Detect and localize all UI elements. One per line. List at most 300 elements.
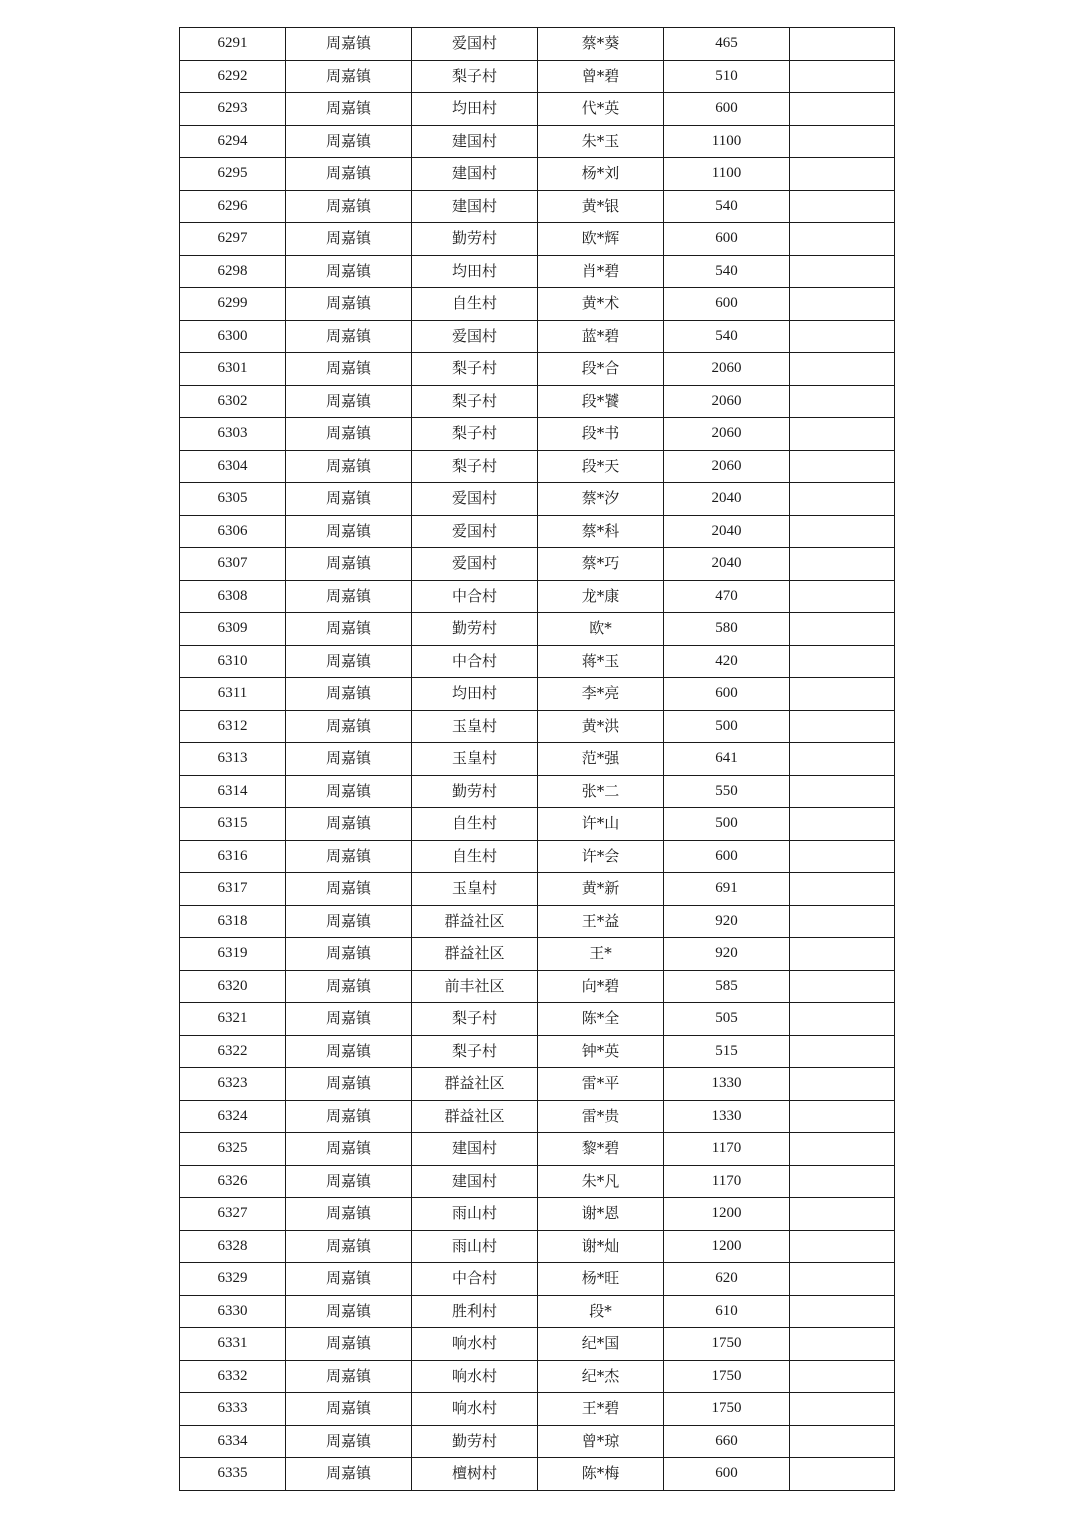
village-cell: 爱国村: [412, 320, 538, 353]
person-name-cell: 谢*恩: [538, 1198, 664, 1231]
village-cell: 梨子村: [412, 353, 538, 386]
amount-cell: 2060: [664, 450, 790, 483]
serial-number-cell: 6293: [180, 93, 286, 126]
note-cell: [790, 60, 895, 93]
note-cell: [790, 288, 895, 321]
town-cell: 周嘉镇: [286, 288, 412, 321]
person-name-cell: 黄*术: [538, 288, 664, 321]
serial-number-cell: 6312: [180, 710, 286, 743]
note-cell: [790, 775, 895, 808]
amount-cell: 1750: [664, 1360, 790, 1393]
serial-number-cell: 6334: [180, 1425, 286, 1458]
town-cell: 周嘉镇: [286, 1003, 412, 1036]
amount-cell: 610: [664, 1295, 790, 1328]
town-cell: 周嘉镇: [286, 1165, 412, 1198]
town-cell: 周嘉镇: [286, 1100, 412, 1133]
person-name-cell: 龙*康: [538, 580, 664, 613]
town-cell: 周嘉镇: [286, 515, 412, 548]
amount-cell: 920: [664, 938, 790, 971]
amount-cell: 540: [664, 320, 790, 353]
person-name-cell: 欧*: [538, 613, 664, 646]
village-cell: 梨子村: [412, 1035, 538, 1068]
town-cell: 周嘉镇: [286, 60, 412, 93]
village-cell: 响水村: [412, 1393, 538, 1426]
note-cell: [790, 808, 895, 841]
person-name-cell: 范*强: [538, 743, 664, 776]
village-cell: 中合村: [412, 1263, 538, 1296]
village-cell: 前丰社区: [412, 970, 538, 1003]
table-row: [180, 873, 895, 906]
amount-cell: 1200: [664, 1198, 790, 1231]
serial-number-cell: 6294: [180, 125, 286, 158]
note-cell: [790, 1328, 895, 1361]
table-row: [180, 1198, 895, 1231]
village-cell: 群益社区: [412, 1068, 538, 1101]
table-row: [180, 190, 895, 223]
serial-number-cell: 6304: [180, 450, 286, 483]
note-cell: [790, 418, 895, 451]
amount-cell: 500: [664, 710, 790, 743]
town-cell: 周嘉镇: [286, 1458, 412, 1491]
town-cell: 周嘉镇: [286, 678, 412, 711]
person-name-cell: 黎*碧: [538, 1133, 664, 1166]
person-name-cell: 肖*碧: [538, 255, 664, 288]
amount-cell: 1100: [664, 158, 790, 191]
person-name-cell: 陈*全: [538, 1003, 664, 1036]
table-row: [180, 60, 895, 93]
person-name-cell: 许*会: [538, 840, 664, 873]
person-name-cell: 纪*杰: [538, 1360, 664, 1393]
village-cell: 自生村: [412, 808, 538, 841]
amount-cell: 920: [664, 905, 790, 938]
serial-number-cell: 6323: [180, 1068, 286, 1101]
serial-number-cell: 6302: [180, 385, 286, 418]
note-cell: [790, 548, 895, 581]
note-cell: [790, 970, 895, 1003]
village-cell: 玉皇村: [412, 710, 538, 743]
note-cell: [790, 1360, 895, 1393]
person-name-cell: 蔡*巧: [538, 548, 664, 581]
village-cell: 建国村: [412, 125, 538, 158]
village-cell: 自生村: [412, 288, 538, 321]
amount-cell: 600: [664, 1458, 790, 1491]
note-cell: [790, 483, 895, 516]
note-cell: [790, 353, 895, 386]
village-cell: 均田村: [412, 93, 538, 126]
table-row: [180, 1393, 895, 1426]
serial-number-cell: 6335: [180, 1458, 286, 1491]
table-row: [180, 710, 895, 743]
person-name-cell: 雷*平: [538, 1068, 664, 1101]
amount-cell: 620: [664, 1263, 790, 1296]
town-cell: 周嘉镇: [286, 1328, 412, 1361]
village-cell: 勤劳村: [412, 223, 538, 256]
table-row: [180, 288, 895, 321]
person-name-cell: 朱*玉: [538, 125, 664, 158]
table-row: [180, 613, 895, 646]
village-cell: 建国村: [412, 190, 538, 223]
town-cell: 周嘉镇: [286, 548, 412, 581]
town-cell: 周嘉镇: [286, 158, 412, 191]
amount-cell: 691: [664, 873, 790, 906]
table-row: [180, 645, 895, 678]
town-cell: 周嘉镇: [286, 905, 412, 938]
town-cell: 周嘉镇: [286, 743, 412, 776]
table-row: [180, 1003, 895, 1036]
table-row: [180, 158, 895, 191]
person-name-cell: 黄*洪: [538, 710, 664, 743]
table-row: [180, 1035, 895, 1068]
table-row: [180, 223, 895, 256]
note-cell: [790, 1263, 895, 1296]
amount-cell: 470: [664, 580, 790, 613]
amount-cell: 641: [664, 743, 790, 776]
village-cell: 勤劳村: [412, 775, 538, 808]
serial-number-cell: 6322: [180, 1035, 286, 1068]
village-cell: 中合村: [412, 645, 538, 678]
town-cell: 周嘉镇: [286, 450, 412, 483]
note-cell: [790, 1198, 895, 1231]
table-row: [180, 548, 895, 581]
amount-cell: 540: [664, 190, 790, 223]
town-cell: 周嘉镇: [286, 1198, 412, 1231]
serial-number-cell: 6332: [180, 1360, 286, 1393]
person-name-cell: 谢*灿: [538, 1230, 664, 1263]
person-name-cell: 钟*英: [538, 1035, 664, 1068]
serial-number-cell: 6291: [180, 28, 286, 61]
amount-cell: 1750: [664, 1328, 790, 1361]
serial-number-cell: 6318: [180, 905, 286, 938]
note-cell: [790, 905, 895, 938]
note-cell: [790, 710, 895, 743]
serial-number-cell: 6307: [180, 548, 286, 581]
amount-cell: 420: [664, 645, 790, 678]
note-cell: [790, 1458, 895, 1491]
village-cell: 雨山村: [412, 1198, 538, 1231]
amount-cell: 1170: [664, 1165, 790, 1198]
village-cell: 群益社区: [412, 938, 538, 971]
serial-number-cell: 6296: [180, 190, 286, 223]
note-cell: [790, 158, 895, 191]
person-name-cell: 段*合: [538, 353, 664, 386]
note-cell: [790, 385, 895, 418]
amount-cell: 1750: [664, 1393, 790, 1426]
serial-number-cell: 6320: [180, 970, 286, 1003]
village-cell: 玉皇村: [412, 873, 538, 906]
table-row: [180, 808, 895, 841]
serial-number-cell: 6324: [180, 1100, 286, 1133]
serial-number-cell: 6313: [180, 743, 286, 776]
table-row: [180, 938, 895, 971]
village-cell: 雨山村: [412, 1230, 538, 1263]
table-row: [180, 905, 895, 938]
serial-number-cell: 6328: [180, 1230, 286, 1263]
amount-cell: 500: [664, 808, 790, 841]
table-body: [180, 28, 895, 1491]
village-cell: 爱国村: [412, 548, 538, 581]
village-cell: 建国村: [412, 1165, 538, 1198]
serial-number-cell: 6315: [180, 808, 286, 841]
note-cell: [790, 613, 895, 646]
note-cell: [790, 1230, 895, 1263]
village-cell: 檀树村: [412, 1458, 538, 1491]
person-name-cell: 欧*辉: [538, 223, 664, 256]
town-cell: 周嘉镇: [286, 1360, 412, 1393]
amount-cell: 1170: [664, 1133, 790, 1166]
amount-cell: 600: [664, 93, 790, 126]
amount-cell: 2040: [664, 548, 790, 581]
person-name-cell: 王*碧: [538, 1393, 664, 1426]
person-name-cell: 朱*凡: [538, 1165, 664, 1198]
town-cell: 周嘉镇: [286, 223, 412, 256]
town-cell: 周嘉镇: [286, 775, 412, 808]
note-cell: [790, 873, 895, 906]
note-cell: [790, 645, 895, 678]
town-cell: 周嘉镇: [286, 1295, 412, 1328]
table-row: [180, 255, 895, 288]
town-cell: 周嘉镇: [286, 255, 412, 288]
table-row: [180, 1230, 895, 1263]
amount-cell: 600: [664, 840, 790, 873]
amount-cell: 2040: [664, 483, 790, 516]
serial-number-cell: 6308: [180, 580, 286, 613]
note-cell: [790, 255, 895, 288]
town-cell: 周嘉镇: [286, 613, 412, 646]
village-cell: 勤劳村: [412, 613, 538, 646]
serial-number-cell: 6317: [180, 873, 286, 906]
table-row: [180, 320, 895, 353]
serial-number-cell: 6329: [180, 1263, 286, 1296]
table-row: [180, 1425, 895, 1458]
town-cell: 周嘉镇: [286, 970, 412, 1003]
note-cell: [790, 743, 895, 776]
town-cell: 周嘉镇: [286, 1263, 412, 1296]
table-row: [180, 1165, 895, 1198]
village-cell: 爱国村: [412, 28, 538, 61]
town-cell: 周嘉镇: [286, 645, 412, 678]
serial-number-cell: 6321: [180, 1003, 286, 1036]
village-cell: 响水村: [412, 1328, 538, 1361]
person-name-cell: 代*英: [538, 93, 664, 126]
town-cell: 周嘉镇: [286, 1230, 412, 1263]
amount-cell: 585: [664, 970, 790, 1003]
amount-cell: 1330: [664, 1068, 790, 1101]
person-name-cell: 陈*梅: [538, 1458, 664, 1491]
town-cell: 周嘉镇: [286, 28, 412, 61]
village-cell: 梨子村: [412, 418, 538, 451]
town-cell: 周嘉镇: [286, 1068, 412, 1101]
town-cell: 周嘉镇: [286, 1393, 412, 1426]
note-cell: [790, 1133, 895, 1166]
town-cell: 周嘉镇: [286, 418, 412, 451]
village-cell: 勤劳村: [412, 1425, 538, 1458]
table-row: [180, 1263, 895, 1296]
serial-number-cell: 6311: [180, 678, 286, 711]
table-row: [180, 1295, 895, 1328]
person-name-cell: 纪*国: [538, 1328, 664, 1361]
table-row: [180, 450, 895, 483]
person-name-cell: 蔡*科: [538, 515, 664, 548]
person-name-cell: 曾*碧: [538, 60, 664, 93]
amount-cell: 510: [664, 60, 790, 93]
village-cell: 群益社区: [412, 905, 538, 938]
person-name-cell: 段*书: [538, 418, 664, 451]
serial-number-cell: 6309: [180, 613, 286, 646]
note-cell: [790, 125, 895, 158]
amount-cell: 515: [664, 1035, 790, 1068]
amount-cell: 2040: [664, 515, 790, 548]
amount-cell: 540: [664, 255, 790, 288]
village-cell: 建国村: [412, 1133, 538, 1166]
person-name-cell: 向*碧: [538, 970, 664, 1003]
person-name-cell: 雷*贵: [538, 1100, 664, 1133]
amount-cell: 660: [664, 1425, 790, 1458]
town-cell: 周嘉镇: [286, 190, 412, 223]
note-cell: [790, 190, 895, 223]
note-cell: [790, 840, 895, 873]
village-cell: 爱国村: [412, 483, 538, 516]
serial-number-cell: 6316: [180, 840, 286, 873]
town-cell: 周嘉镇: [286, 840, 412, 873]
table-row: [180, 1458, 895, 1491]
table-row: [180, 678, 895, 711]
table-row: [180, 93, 895, 126]
village-cell: 梨子村: [412, 385, 538, 418]
note-cell: [790, 678, 895, 711]
town-cell: 周嘉镇: [286, 1035, 412, 1068]
serial-number-cell: 6295: [180, 158, 286, 191]
serial-number-cell: 6305: [180, 483, 286, 516]
serial-number-cell: 6303: [180, 418, 286, 451]
note-cell: [790, 1393, 895, 1426]
town-cell: 周嘉镇: [286, 1133, 412, 1166]
town-cell: 周嘉镇: [286, 385, 412, 418]
note-cell: [790, 1003, 895, 1036]
person-name-cell: 杨*刘: [538, 158, 664, 191]
table-row: [180, 353, 895, 386]
amount-cell: 2060: [664, 418, 790, 451]
person-name-cell: 王*: [538, 938, 664, 971]
village-cell: 均田村: [412, 255, 538, 288]
table-row: [180, 125, 895, 158]
note-cell: [790, 1068, 895, 1101]
serial-number-cell: 6299: [180, 288, 286, 321]
table-row: [180, 1360, 895, 1393]
town-cell: 周嘉镇: [286, 125, 412, 158]
note-cell: [790, 1100, 895, 1133]
village-cell: 自生村: [412, 840, 538, 873]
village-cell: 群益社区: [412, 1100, 538, 1133]
serial-number-cell: 6298: [180, 255, 286, 288]
serial-number-cell: 6331: [180, 1328, 286, 1361]
village-cell: 响水村: [412, 1360, 538, 1393]
town-cell: 周嘉镇: [286, 320, 412, 353]
person-name-cell: 段*天: [538, 450, 664, 483]
note-cell: [790, 1425, 895, 1458]
serial-number-cell: 6314: [180, 775, 286, 808]
person-name-cell: 李*亮: [538, 678, 664, 711]
table-row: [180, 970, 895, 1003]
serial-number-cell: 6300: [180, 320, 286, 353]
table-row: [180, 580, 895, 613]
table-row: [180, 775, 895, 808]
table-row: [180, 515, 895, 548]
serial-number-cell: 6325: [180, 1133, 286, 1166]
note-cell: [790, 223, 895, 256]
person-name-cell: 段*饕: [538, 385, 664, 418]
amount-cell: 1200: [664, 1230, 790, 1263]
town-cell: 周嘉镇: [286, 710, 412, 743]
note-cell: [790, 938, 895, 971]
amount-cell: 550: [664, 775, 790, 808]
table-row: [180, 840, 895, 873]
amount-cell: 2060: [664, 353, 790, 386]
serial-number-cell: 6327: [180, 1198, 286, 1231]
town-cell: 周嘉镇: [286, 938, 412, 971]
person-name-cell: 段*: [538, 1295, 664, 1328]
town-cell: 周嘉镇: [286, 483, 412, 516]
table-row: [180, 418, 895, 451]
serial-number-cell: 6297: [180, 223, 286, 256]
person-name-cell: 黄*银: [538, 190, 664, 223]
town-cell: 周嘉镇: [286, 93, 412, 126]
note-cell: [790, 1165, 895, 1198]
village-cell: 建国村: [412, 158, 538, 191]
amount-cell: 600: [664, 223, 790, 256]
table-row: [180, 1068, 895, 1101]
village-cell: 梨子村: [412, 1003, 538, 1036]
person-name-cell: 蓝*碧: [538, 320, 664, 353]
person-name-cell: 蒋*玉: [538, 645, 664, 678]
town-cell: 周嘉镇: [286, 580, 412, 613]
serial-number-cell: 6330: [180, 1295, 286, 1328]
serial-number-cell: 6333: [180, 1393, 286, 1426]
table-row: [180, 1100, 895, 1133]
amount-cell: 1100: [664, 125, 790, 158]
person-name-cell: 蔡*汐: [538, 483, 664, 516]
serial-number-cell: 6319: [180, 938, 286, 971]
table-row: [180, 483, 895, 516]
serial-number-cell: 6326: [180, 1165, 286, 1198]
table-row: [180, 385, 895, 418]
note-cell: [790, 1035, 895, 1068]
table-row: [180, 743, 895, 776]
village-cell: 玉皇村: [412, 743, 538, 776]
table-row: [180, 1133, 895, 1166]
town-cell: 周嘉镇: [286, 808, 412, 841]
village-cell: 中合村: [412, 580, 538, 613]
serial-number-cell: 6306: [180, 515, 286, 548]
amount-cell: 600: [664, 288, 790, 321]
table-row: [180, 1328, 895, 1361]
person-name-cell: 蔡*葵: [538, 28, 664, 61]
person-name-cell: 张*二: [538, 775, 664, 808]
town-cell: 周嘉镇: [286, 873, 412, 906]
table-row: [180, 28, 895, 61]
amount-cell: 465: [664, 28, 790, 61]
village-cell: 爱国村: [412, 515, 538, 548]
village-cell: 梨子村: [412, 60, 538, 93]
person-name-cell: 许*山: [538, 808, 664, 841]
person-name-cell: 王*益: [538, 905, 664, 938]
town-cell: 周嘉镇: [286, 353, 412, 386]
amount-cell: 1330: [664, 1100, 790, 1133]
note-cell: [790, 28, 895, 61]
note-cell: [790, 93, 895, 126]
village-cell: 梨子村: [412, 450, 538, 483]
serial-number-cell: 6310: [180, 645, 286, 678]
person-name-cell: 杨*旺: [538, 1263, 664, 1296]
